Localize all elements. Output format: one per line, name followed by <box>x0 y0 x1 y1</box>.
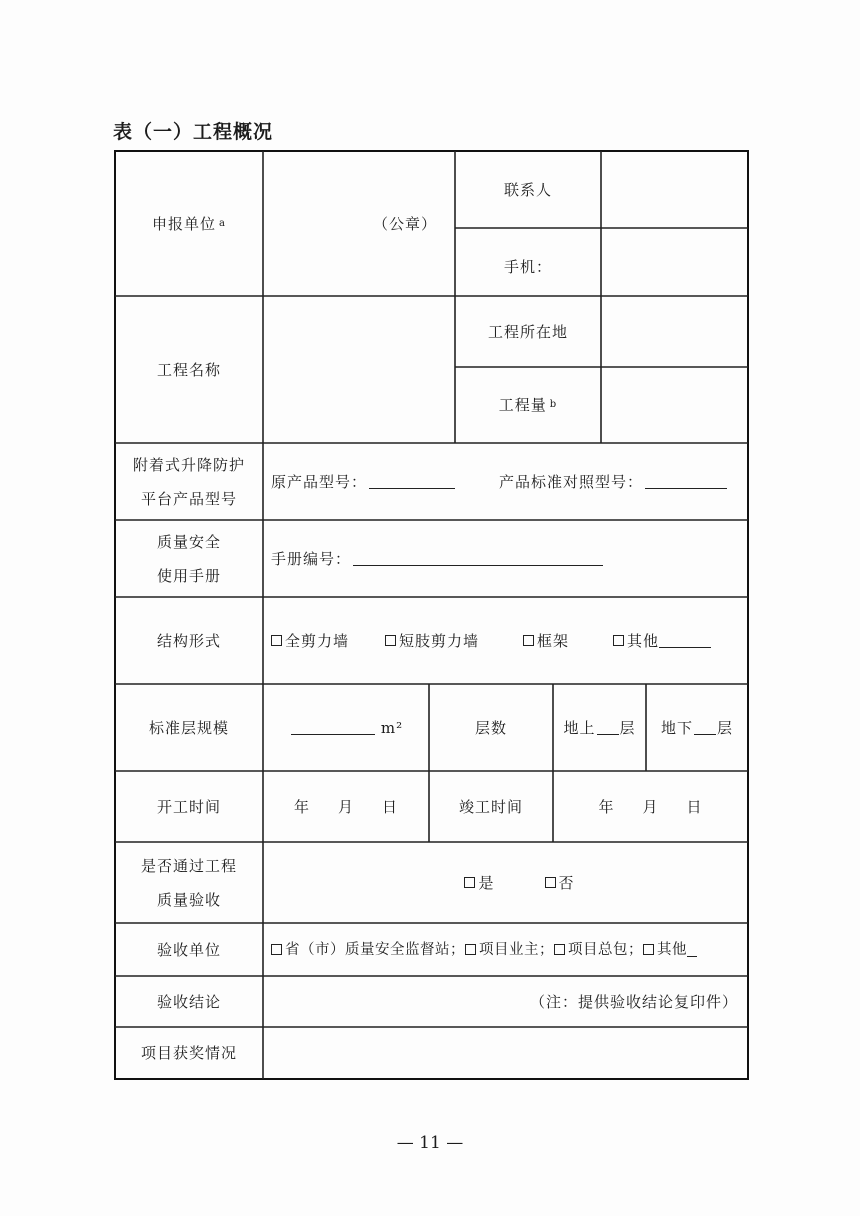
mobile-field[interactable] <box>601 228 748 296</box>
mobile-label: 手机： <box>503 258 552 276</box>
below-ground-field: 地下 层 <box>660 718 734 737</box>
seal-label: （公章） <box>372 214 437 233</box>
conclusion-note: （注：提供验收结论复印件） <box>529 992 738 1011</box>
option-supervision-station[interactable]: 省（市）质量安全监督站； <box>271 933 465 967</box>
contact-label: 联系人 <box>503 180 552 199</box>
checkbox-icon <box>554 944 565 955</box>
other-structure-input[interactable] <box>659 633 711 648</box>
accepted-options <box>263 842 748 923</box>
manual-label: 质量安全 使用手册 <box>156 532 221 585</box>
below-ground-input[interactable] <box>694 720 716 735</box>
completion-date-field[interactable]: 年 月 日 <box>598 797 703 816</box>
contact-field[interactable] <box>601 151 748 228</box>
quantity-label: 工程量 b <box>498 396 558 414</box>
checkbox-icon <box>545 877 556 888</box>
checkbox-icon <box>523 635 534 646</box>
floor-area-field: m² <box>263 684 429 771</box>
option-general-contractor[interactable]: 项目总包； <box>554 933 643 967</box>
floor-scale-label: 标准层规模 <box>148 718 229 737</box>
option-shear-wall[interactable]: 全剪力墙 <box>271 624 349 658</box>
above-ground-field: 地上 层 <box>563 718 636 737</box>
start-date-field[interactable]: 年 月 日 <box>293 797 399 816</box>
original-model-input[interactable] <box>369 474 455 489</box>
checkbox-icon <box>271 944 282 955</box>
page-number: — 11 — <box>396 1133 464 1153</box>
above-ground-input[interactable] <box>597 720 619 735</box>
checkbox-icon <box>271 635 282 646</box>
option-short-limb[interactable]: 短肢剪力墙 <box>385 624 479 658</box>
awards-label: 项目获奖情况 <box>140 1044 237 1062</box>
other-unit-input[interactable] <box>687 942 697 957</box>
acceptance-unit-label: 验收单位 <box>156 940 221 959</box>
start-time-label: 开工时间 <box>156 797 221 816</box>
quantity-field[interactable] <box>601 367 748 443</box>
option-yes[interactable]: 是 <box>464 866 494 900</box>
option-project-owner[interactable]: 项目业主； <box>465 933 554 967</box>
acceptance-conclusion-field[interactable] <box>263 976 748 1027</box>
checkbox-icon <box>464 877 475 888</box>
awards-field[interactable] <box>263 1027 748 1079</box>
floors-label: 层数 <box>474 718 507 737</box>
standard-model-input[interactable] <box>645 474 727 489</box>
acceptance-unit-options <box>263 923 748 976</box>
checkbox-icon <box>385 635 396 646</box>
option-unit-other[interactable]: 其他 <box>643 933 697 967</box>
project-name-label: 工程名称 <box>156 360 221 379</box>
floor-area-input[interactable] <box>291 720 375 735</box>
platform-model-fields: 原产品型号： 产品标准对照型号： <box>263 443 748 520</box>
project-name-field[interactable] <box>263 296 455 443</box>
option-other[interactable]: 其他 <box>613 624 711 658</box>
manual-no-field: 手册编号： <box>263 520 748 597</box>
structure-label: 结构形式 <box>156 631 221 650</box>
location-field[interactable] <box>601 296 748 367</box>
option-no[interactable]: 否 <box>545 866 575 900</box>
acceptance-conclusion-label: 验收结论 <box>156 992 221 1011</box>
completion-time-label: 竣工时间 <box>458 797 523 816</box>
checkbox-icon <box>613 635 624 646</box>
checkbox-icon <box>643 944 654 955</box>
accepted-label: 是否通过工程 质量验收 <box>140 856 237 909</box>
checkbox-icon <box>465 944 476 955</box>
location-label: 工程所在地 <box>487 322 568 341</box>
platform-model-label: 附着式升降防护 平台产品型号 <box>132 455 245 508</box>
applicant-label: 申报单位 a <box>152 214 226 233</box>
structure-options <box>263 597 748 684</box>
table-title: 表（一）工程概况 <box>113 121 274 143</box>
option-frame[interactable]: 框架 <box>523 624 569 658</box>
manual-no-input[interactable] <box>353 551 603 566</box>
applicant-seal-field[interactable] <box>263 151 455 296</box>
